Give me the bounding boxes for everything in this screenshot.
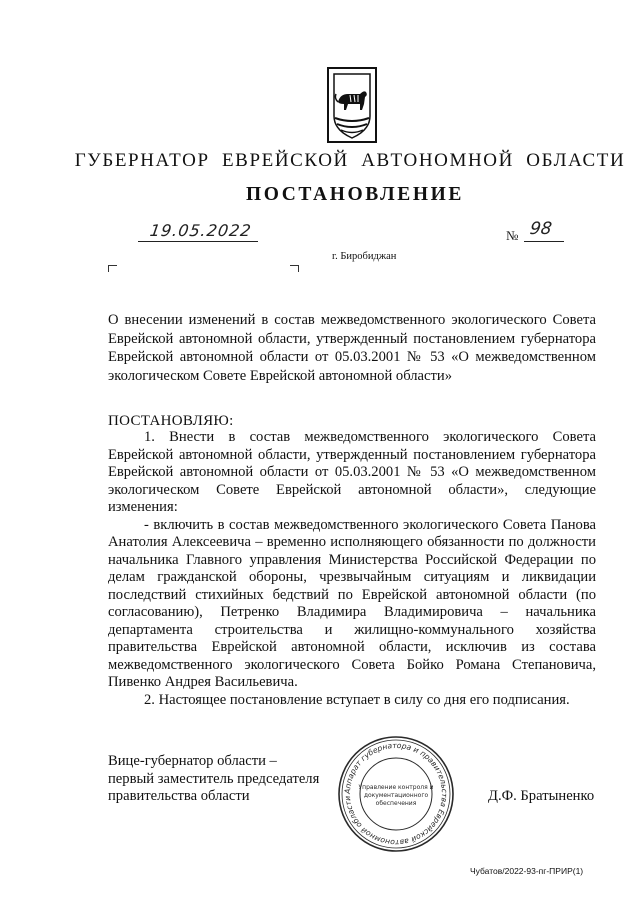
decree-word: ПОСТАНОВЛЯЮ: — [108, 413, 234, 429]
paragraph-item-1: 1. Внести в состав межведомственного экологического Совета Еврейской автономной области, утвержденный постановлением губернатора Еврейской автономной области от 05.03.2001 № 53 «О межведомственном экологическом Совете Еврейской автономной области», следующие изменения: — [108, 429, 596, 515]
document-body — [108, 429, 596, 709]
document-subject: О внесении изменений в состав межведомственного экологического Совета Еврейской автономной области, утвержденный постановлением губернатора Еврейской автономной области от 05.03.2001 № 53 «О межведомственном экологическом Совете Еврейской автономной области» — [108, 312, 596, 384]
signer-position-line-2: первый заместитель председателя — [108, 770, 320, 787]
official-stamp — [336, 734, 456, 854]
corner-mark-right — [290, 265, 299, 272]
stamp-center-line-3: обеспечения — [375, 800, 417, 807]
stamp-center-line-1: Управление контроля и — [358, 784, 434, 791]
city: г. Биробиджан — [332, 251, 397, 262]
document-type: ПОСТАНОВЛЕНИЕ — [245, 184, 465, 205]
corner-mark-left — [108, 265, 117, 272]
stamp-center-line-2: документационного — [363, 792, 429, 799]
coat-of-arms-tiger-icon — [326, 66, 378, 144]
document-number: 98 — [528, 219, 554, 239]
signer-position-line-3: правительства области — [108, 788, 250, 805]
organization-title: ГУБЕРНАТОР ЕВРЕЙСКОЙ АВТОНОМНОЙ ОБЛАСТИ — [74, 150, 626, 171]
paragraph-item-2: 2. Настоящее постановление вступает в силу со дня его подписания. — [144, 691, 570, 708]
signer-name: Д.Ф. Братыненко — [488, 788, 595, 804]
document-date: 19.05.2022 — [148, 221, 253, 240]
paragraph-item-1-change: - включить в состав межведомственного экологического Совета Панова Анатолия Алексеевича – временно исполняющего обязанности по должности начальника Главного управления Министерства Российской Федерации по делам гражданской обороны, чрезвычайным ситуациям и ликвидации последствий стихийных бедствий по Еврейской автономной области (по согласованию), Петренко Владимира Владимировича – начальника департамента строительства и жилищно-коммунального хозяйства правительства Еврейской автономной области, исключив из состава межведомственного экологического Совета Бойко Романа Степановича, Пивенко Андрея Васильевича. — [108, 516, 596, 690]
stamp-ring-text: Аппарат губернатора и правительства Еврейской автономной области — [342, 740, 450, 848]
footer-code: Чубатов/2022-93-пг-ПРИР(1) — [470, 866, 584, 876]
signer-position — [108, 753, 319, 806]
signer-position-line-1: Вице-губернатор области – — [108, 753, 277, 769]
number-label: № — [506, 228, 519, 243]
